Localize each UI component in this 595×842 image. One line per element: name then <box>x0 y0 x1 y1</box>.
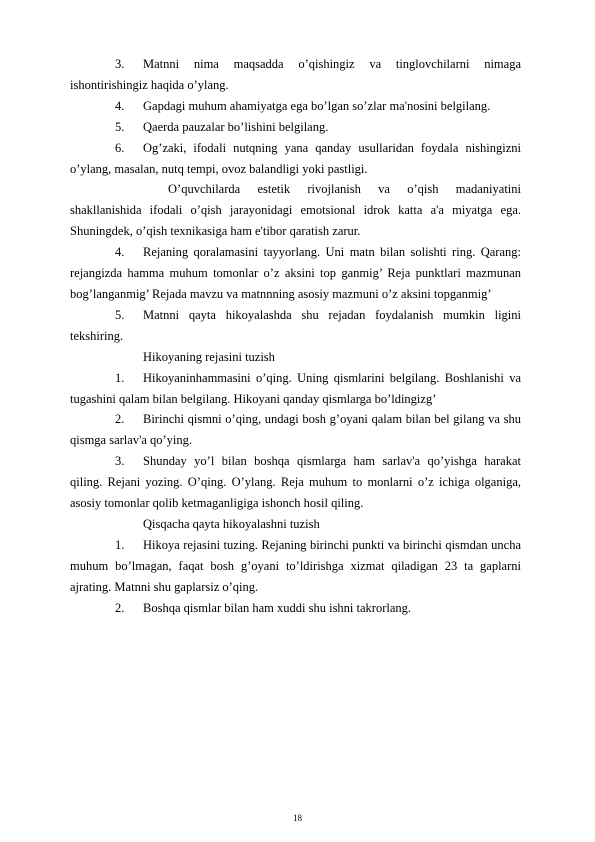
list-number: 6. <box>115 140 125 155</box>
list-text: Shunday yo’l bilan boshqa qismlarga ham sarlav'a qo’yishga harakat qiling. Rejani yozing. O’qing. O’ylang. Reja muhum to monlarni o’z ichiga olganiga, asosiy tomonlar qolib ketmaganligiga ishonch hosil qiling. <box>70 454 521 511</box>
list-number: 5. <box>115 307 125 322</box>
list-number: 5. <box>115 119 125 134</box>
list-item <box>70 598 521 619</box>
list-item <box>70 535 521 598</box>
list-item <box>70 138 521 180</box>
list-text: Qaerda pauzalar bo’lishini belgilang. <box>143 119 329 134</box>
list-text: Rejaning qoralamasini tayyorlang. Uni matn bilan solishti ring. Qarang: rejangizda hamma muhum tomonlar o’z aksini top ganmig’ Reja punktlari mazmunan bog’langanmig’ Rejada mavzu va matnnning asosiy mazmuni o’z aksini topganmig’ <box>70 245 521 301</box>
body-paragraph: O’quvchilarda estetik rivojlanish va o’qish madaniyatini shakllanishida ifodali o’qish jarayonidagi emotsional idrok katta a'a miyatga ega. Shuningdek, o’qish texnikasiga ham e'tibor qaratish zarur. <box>70 182 521 239</box>
list-number: 1. <box>115 537 125 552</box>
list-item <box>70 242 521 305</box>
list-number: 3. <box>115 454 125 469</box>
list-number: 1. <box>115 370 125 385</box>
list-item <box>70 409 521 451</box>
list-item <box>70 117 521 138</box>
list-number: 4. <box>115 245 125 260</box>
list-text: Hikoya rejasini tuzing. Rejaning birinchi punkti va birinchi qismdan uncha muhum bo’lmagan, faqat bosh g’oyani to’ldirishga xizmat qiladigan 23 ta gaplarni ajrating. Matnni shu gaplarsiz o’qing. <box>70 537 521 594</box>
list-text: Og’zaki, ifodali nutqning yana qanday usullaridan foydala nishingizni o’ylang, masalan, nutq tempi, ovoz balandligi yoki pastligi. <box>70 140 521 176</box>
list-item <box>70 54 521 96</box>
list-text: Gapdagi muhum ahamiyatga ega bo’lgan so’zlar ma'nosini belgilang. <box>143 98 491 113</box>
list-item <box>70 368 521 410</box>
list-number: 2. <box>115 600 125 615</box>
list-text: Matnni qayta hikoyalashda shu rejadan foydalanish mumkin ligini tekshiring. <box>70 307 521 343</box>
list-number: 2. <box>115 412 125 427</box>
list-text: Boshqa qismlar bilan ham xuddi shu ishni takrorlang. <box>143 600 412 615</box>
section-heading: Hikoyaning rejasini tuzish <box>143 349 275 364</box>
list-number: 4. <box>115 98 125 113</box>
list-item <box>70 305 521 347</box>
list-number: 3. <box>115 57 125 71</box>
page-number: 18 <box>293 813 302 823</box>
list-item <box>70 96 521 117</box>
list-text: Hikoyaninhammasini o’qing. Uning qismlarini belgilang. Boshlanishi va tugashini qalam bilan belgilang. Hikoyani qanday qismlarga bo’ldingizg’ <box>70 370 521 406</box>
list-text: Birinchi qismni o’qing, undagi bosh g’oyani qalam bilan bel gilang va shu qismga sarlav'a qo’ying. <box>70 412 521 448</box>
list-item <box>70 451 521 514</box>
list-text: Matnni nima maqsadda o’qishingiz va tinglovchilarni nimaga ishontirishingiz haqida o’ylang. <box>70 57 521 92</box>
section-heading: Qisqacha qayta hikoyalashni tuzish <box>143 516 320 531</box>
document-body <box>70 54 521 618</box>
